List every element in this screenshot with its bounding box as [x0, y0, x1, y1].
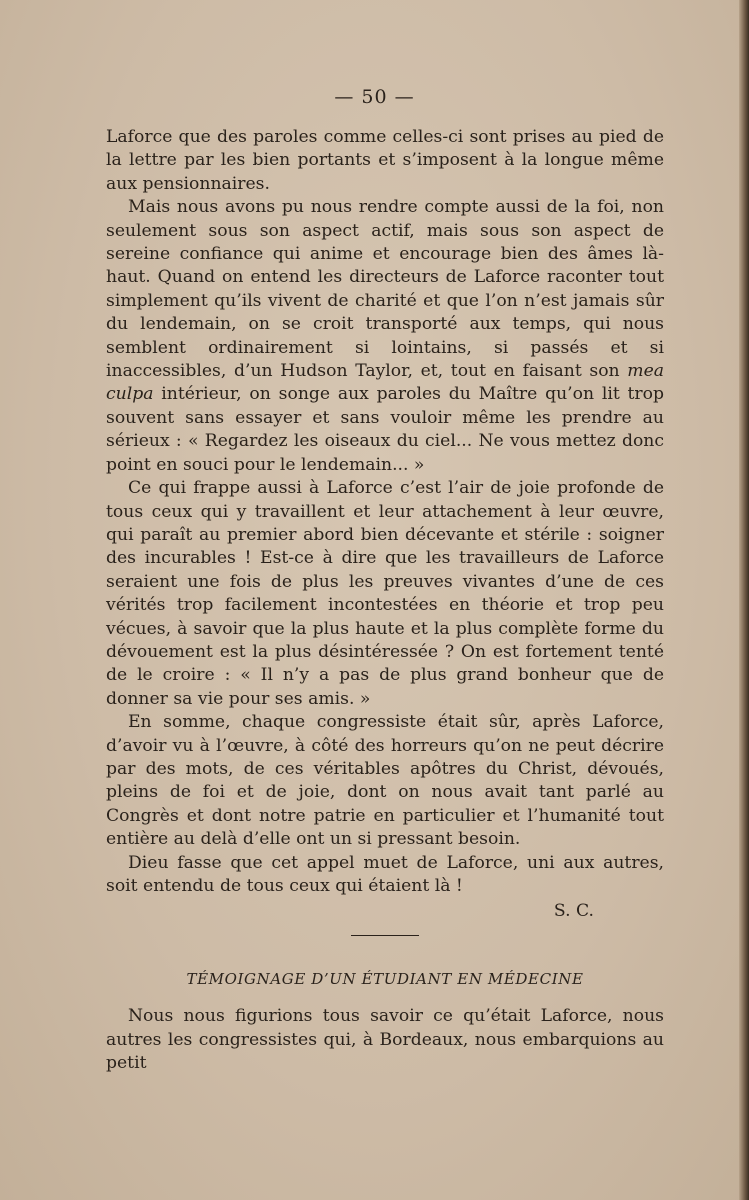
paragraph-continuation: Laforce que des paroles comme celles-ci sont prises au pied de la lettre par les bien portants et s’imposent à la longue même aux pensionnaires. [106, 127, 664, 194]
section-divider [351, 935, 419, 936]
page-edge-shadow [739, 0, 749, 1200]
signature: S. C. [553, 901, 594, 922]
paragraph: En somme, chaque congressiste était sûr, après Laforce, d’avoir vu à l’œuvre, à côté des horreurs qu’on ne peut décrire par des mots, de ces véritables apôtres du Christ, dévoués, pleins de foi et de joie, dont on nous avait tant parlé au Congrès et dont notre patrie en particulier et l’humanité tout entière au delà d’elle ont un si pressant besoin. [106, 712, 664, 850]
body-text [106, 126, 664, 1075]
paragraph: Dieu fasse que cet appel muet de Laforce, uni aux autres, soit entendu de tous ceux qui étaient là ! [106, 852, 664, 896]
section-heading: TÉMOIGNAGE D’UN ÉTUDIANT EN MÉDECINE [186, 969, 584, 988]
paragraph: Mais nous avons pu nous rendre compte aussi de la foi, non seulement sous son aspect actif, mais sous son aspect de sereine confiance qui anime et encourage bien des âmes là-haut. Quand on entend les directeurs de Laforce raconter tout simplement qu’ils vivent de charité et que l’on n’est jamais sûr du lendemain, on se croit transporté aux temps, qui nous semblent ordinairement si lointains, si passés et si inaccessibles, d’un Hudson Taylor, et, tout en faisant son mea culpa intérieur, on songe aux paroles du Maître qu’on lit trop souvent sans essayer et sans vouloir même les prendre au sérieux : « Regardez les oiseaux du ciel... Ne vous mettez donc point en souci pour le lendemain... » [106, 197, 664, 475]
page-number: — 50 — [334, 86, 415, 108]
paragraph: Ce qui frappe aussi à Laforce c’est l’air de joie profonde de tous ceux qui y travaillent et leur attachement à leur œuvre, qui paraît au premier abord bien décevante et stérile : soigner des incurables ! Est-ce à dire que les travailleurs de Laforce seraient une fois de plus les preuves vivantes d’une de ces vérités trop facilement incontestées en théorie et trop peu vécues, à savoir que la plus haute et la plus complète forme du dévouement est la plus désintéressée ? On est fortement tenté de le croire : « Il n’y a pas de plus grand bonheur que de donner sa vie pour ses amis. » [106, 478, 664, 709]
paragraph: Nous nous figurions tous savoir ce qu’était Laforce, nous autres les congressistes qui, à Bordeaux, nous embarquions au petit [106, 1006, 664, 1074]
